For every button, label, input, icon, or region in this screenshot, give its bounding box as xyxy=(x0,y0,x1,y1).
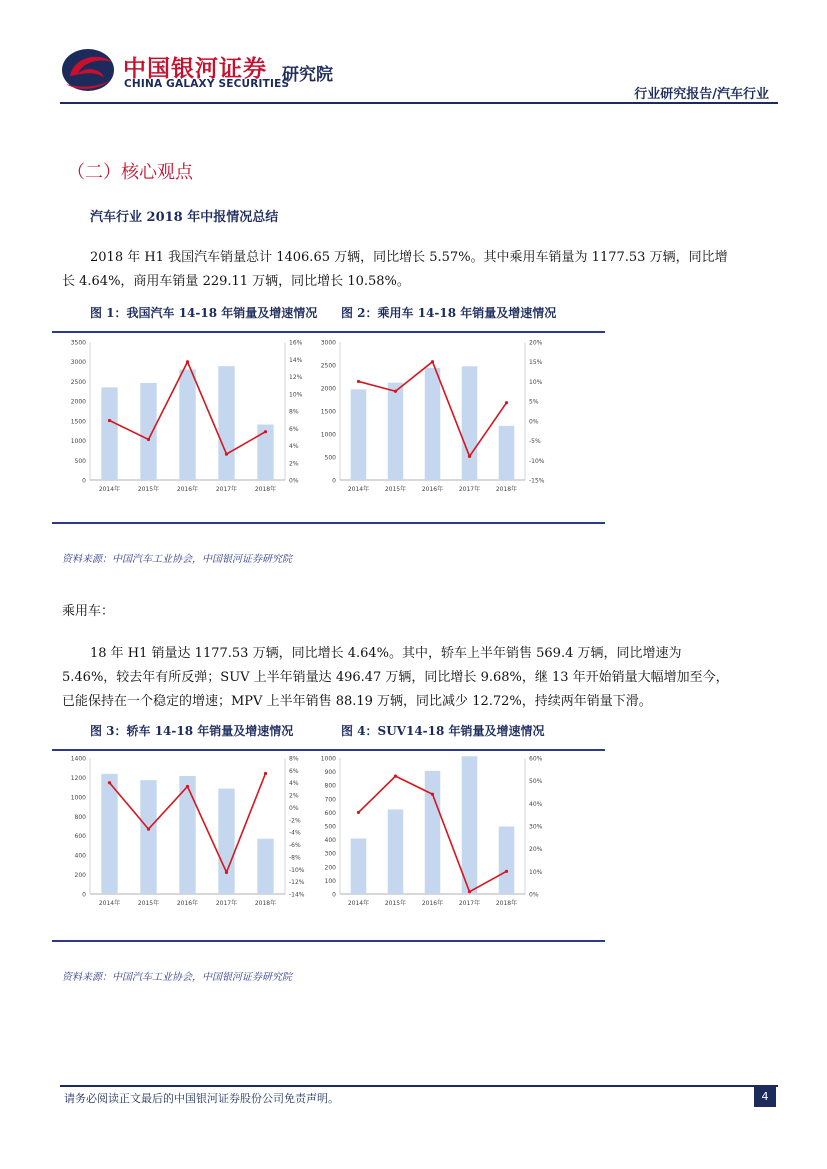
x-tick-label: 2014年 xyxy=(98,486,121,493)
y2-tick-label: 15% xyxy=(529,359,543,367)
y-tick-label: 2500 xyxy=(320,362,336,370)
y2-tick-label: 10% xyxy=(529,868,543,876)
growth-point xyxy=(357,380,360,383)
x-tick-label: 2015年 xyxy=(384,900,407,907)
figure-2-caption: 图 2：乘用车 14-18 年销量及增速情况 xyxy=(341,306,557,320)
y2-tick-label: -5% xyxy=(529,438,541,446)
y-tick-label: 1000 xyxy=(320,755,336,763)
growth-point xyxy=(225,871,228,874)
y2-tick-label: -14% xyxy=(289,891,305,899)
y-tick-label: 1000 xyxy=(320,431,336,439)
y-tick-label: 400 xyxy=(324,837,336,845)
growth-point xyxy=(264,772,267,775)
x-tick-label: 2018年 xyxy=(254,486,277,493)
y2-tick-label: 10% xyxy=(529,378,543,386)
x-tick-label: 2015年 xyxy=(384,486,407,493)
y2-tick-label: 6% xyxy=(289,767,299,775)
bar xyxy=(140,780,156,894)
y-tick-label: 0 xyxy=(332,477,336,485)
y2-tick-label: 5% xyxy=(529,398,539,406)
y-tick-label: 3500 xyxy=(70,339,86,347)
y-tick-label: 1000 xyxy=(70,794,86,802)
y2-tick-label: 6% xyxy=(289,425,299,433)
y2-tick-label: 4% xyxy=(289,443,299,450)
y2-tick-label: 2% xyxy=(289,792,299,800)
y-tick-label: 400 xyxy=(74,852,86,860)
x-tick-label: 2017年 xyxy=(215,900,238,907)
figure-top-rule xyxy=(52,331,605,333)
growth-point xyxy=(431,360,434,363)
paragraph-1: 2018 年 H1 我国汽车销量总计 1406.65 万辆，同比增长 5.57%。其中乘用车销量为 1177.53 万辆，同比增长 4.64%，商用车销量 229.11 万辆，同比增长 10.58%。 xyxy=(62,250,728,289)
x-tick-label: 2016年 xyxy=(176,900,199,907)
report-type: 行业研究报告/汽车行业 xyxy=(634,87,769,102)
bar xyxy=(425,771,441,894)
y-tick-label: 600 xyxy=(74,833,86,841)
growth-point xyxy=(147,827,150,830)
x-tick-label: 2018年 xyxy=(495,486,518,493)
figure-4-caption: 图 4：SUV14-18 年销量及增速情况 xyxy=(341,724,545,738)
figure-top-rule xyxy=(52,749,605,751)
growth-point xyxy=(357,811,360,814)
x-tick-label: 2014年 xyxy=(98,900,121,907)
y-tick-label: 100 xyxy=(324,877,336,885)
y2-tick-label: 0% xyxy=(289,804,299,812)
x-tick-label: 2018年 xyxy=(254,900,277,907)
y-tick-label: 800 xyxy=(324,782,336,790)
chart-4 xyxy=(310,752,555,912)
y2-tick-label: -15% xyxy=(529,477,545,485)
y2-tick-label: -2% xyxy=(289,817,301,825)
y2-tick-label: -12% xyxy=(289,879,305,887)
growth-point xyxy=(147,438,150,441)
bar xyxy=(218,366,234,480)
growth-point xyxy=(394,775,397,778)
y-tick-label: 200 xyxy=(324,864,336,872)
y2-tick-label: -10% xyxy=(289,866,305,874)
bar xyxy=(101,387,117,480)
y-tick-label: 2000 xyxy=(70,398,86,406)
y2-tick-label: 40% xyxy=(529,800,543,808)
y-tick-label: 300 xyxy=(324,850,336,858)
y-tick-label: 1200 xyxy=(70,774,86,782)
bar xyxy=(257,839,273,894)
paragraph-2: 18 年 H1 销量达 1177.53 万辆，同比增长 4.64%。其中，轿车上半年销售 569.4 万辆，同比增速为 5.46%，较去年有所反弹；SUV 上半年销量达 496.47 万辆，同比增长 9.68%，继 13 年开始销量大幅增加至今，已能保持在一个稳定的增速；MPV 上半年销售 88.19 万辆，同比减少 12.72%，持续两年销量下滑。 xyxy=(62,646,729,709)
y2-tick-label: 50% xyxy=(529,778,543,786)
x-tick-label: 2014年 xyxy=(347,486,370,493)
bar xyxy=(425,368,441,480)
growth-point xyxy=(505,401,508,404)
bar xyxy=(499,426,515,480)
y2-tick-label: 0% xyxy=(529,891,539,899)
y-tick-label: 0 xyxy=(82,477,86,485)
y2-tick-label: 4% xyxy=(289,780,299,788)
y-tick-label: 3000 xyxy=(320,339,336,347)
y-tick-label: 0 xyxy=(332,891,336,899)
y2-tick-label: 8% xyxy=(289,755,299,763)
figure-source: 资料来源：中国汽车工业协会，中国银河证券研究院 xyxy=(62,972,292,983)
growth-point xyxy=(468,455,471,458)
x-tick-label: 2017年 xyxy=(458,486,481,493)
y-tick-label: 700 xyxy=(324,796,336,804)
growth-point xyxy=(225,453,228,456)
institute-name: 研究院 xyxy=(282,65,333,85)
bar xyxy=(101,774,117,894)
figure-bottom-rule xyxy=(52,522,605,524)
growth-point xyxy=(186,360,189,363)
figure-bottom-rule xyxy=(52,940,605,942)
x-tick-label: 2014年 xyxy=(347,900,370,907)
y-tick-label: 1000 xyxy=(70,438,86,446)
bar xyxy=(388,383,404,480)
brand-name-en: CHINA GALAXY SECURITIES xyxy=(124,78,290,90)
growth-point xyxy=(186,785,189,788)
y-tick-label: 1400 xyxy=(70,755,86,763)
page-number: 4 xyxy=(754,1087,776,1107)
y-tick-label: 500 xyxy=(324,823,336,831)
y2-tick-label: 0% xyxy=(529,418,539,426)
y-tick-label: 2000 xyxy=(320,385,336,393)
y-tick-label: 600 xyxy=(324,809,336,817)
y-tick-label: 200 xyxy=(74,872,86,880)
y2-tick-label: 60% xyxy=(529,755,543,763)
y2-tick-label: 30% xyxy=(529,823,543,831)
x-tick-label: 2016年 xyxy=(421,486,444,493)
y2-tick-label: 2% xyxy=(289,460,299,468)
bar xyxy=(351,839,367,894)
brand-name-cn: 中国银河证券 xyxy=(123,56,267,82)
y2-tick-label: 20% xyxy=(529,846,543,854)
figure-3-caption: 图 3：轿车 14-18 年销量及增速情况 xyxy=(90,724,294,738)
bar xyxy=(499,827,515,894)
y2-tick-label: 8% xyxy=(289,408,299,416)
passenger-car-label: 乘用车： xyxy=(62,604,115,619)
bar xyxy=(462,756,478,894)
y2-tick-label: -8% xyxy=(289,854,301,862)
x-tick-label: 2016年 xyxy=(421,900,444,907)
bar xyxy=(179,369,195,480)
y2-tick-label: 12% xyxy=(289,374,303,381)
growth-point xyxy=(394,390,397,393)
x-tick-label: 2015年 xyxy=(137,900,160,907)
y-tick-label: 800 xyxy=(74,813,86,821)
y2-tick-label: 14% xyxy=(289,356,303,364)
growth-point xyxy=(264,430,267,433)
bar xyxy=(462,366,478,480)
growth-point xyxy=(108,419,111,422)
galaxy-logo-icon xyxy=(60,44,118,94)
y2-tick-label: -10% xyxy=(529,457,545,465)
x-tick-label: 2017年 xyxy=(215,486,238,493)
y-tick-label: 500 xyxy=(74,457,86,465)
growth-point xyxy=(431,793,434,796)
chart-1 xyxy=(60,336,315,498)
bar xyxy=(351,389,367,480)
y2-tick-label: -4% xyxy=(289,829,301,837)
growth-point xyxy=(108,781,111,784)
y2-tick-label: 0% xyxy=(289,477,299,485)
figure-source: 资料来源：中国汽车工业协会，中国银河证券研究院 xyxy=(62,554,292,565)
growth-point xyxy=(505,870,508,873)
chart-2 xyxy=(310,336,555,498)
y-tick-label: 900 xyxy=(324,769,336,777)
y-tick-label: 2500 xyxy=(70,378,86,386)
y-tick-label: 0 xyxy=(82,891,86,899)
subheading: 汽车行业 2018 年中报情况总结 xyxy=(90,210,279,225)
y-tick-label: 500 xyxy=(324,454,336,462)
y2-tick-label: 16% xyxy=(289,339,303,347)
y-tick-label: 1500 xyxy=(320,408,336,416)
y2-tick-label: 10% xyxy=(289,391,303,399)
footer-disclaimer: 请务必阅读正文最后的中国银河证券股份公司免责声明。 xyxy=(64,1092,339,1105)
section-title: （二）核心观点 xyxy=(67,162,193,183)
figure-1-caption: 图 1：我国汽车 14-18 年销量及增速情况 xyxy=(90,306,318,320)
footer-divider xyxy=(60,1085,778,1087)
growth-point xyxy=(468,890,471,893)
y2-tick-label: -6% xyxy=(289,842,301,850)
bar xyxy=(388,809,404,894)
x-tick-label: 2015年 xyxy=(137,486,160,493)
chart-3 xyxy=(60,752,315,912)
bar xyxy=(140,383,156,480)
bar xyxy=(218,789,234,894)
brand-logo xyxy=(60,44,350,94)
x-tick-label: 2017年 xyxy=(458,900,481,907)
y-tick-label: 1500 xyxy=(70,418,86,426)
y-tick-label: 3000 xyxy=(70,359,86,367)
y2-tick-label: 20% xyxy=(529,339,543,347)
x-tick-label: 2016年 xyxy=(176,486,199,493)
x-tick-label: 2018年 xyxy=(495,900,518,907)
header-divider xyxy=(60,102,778,104)
